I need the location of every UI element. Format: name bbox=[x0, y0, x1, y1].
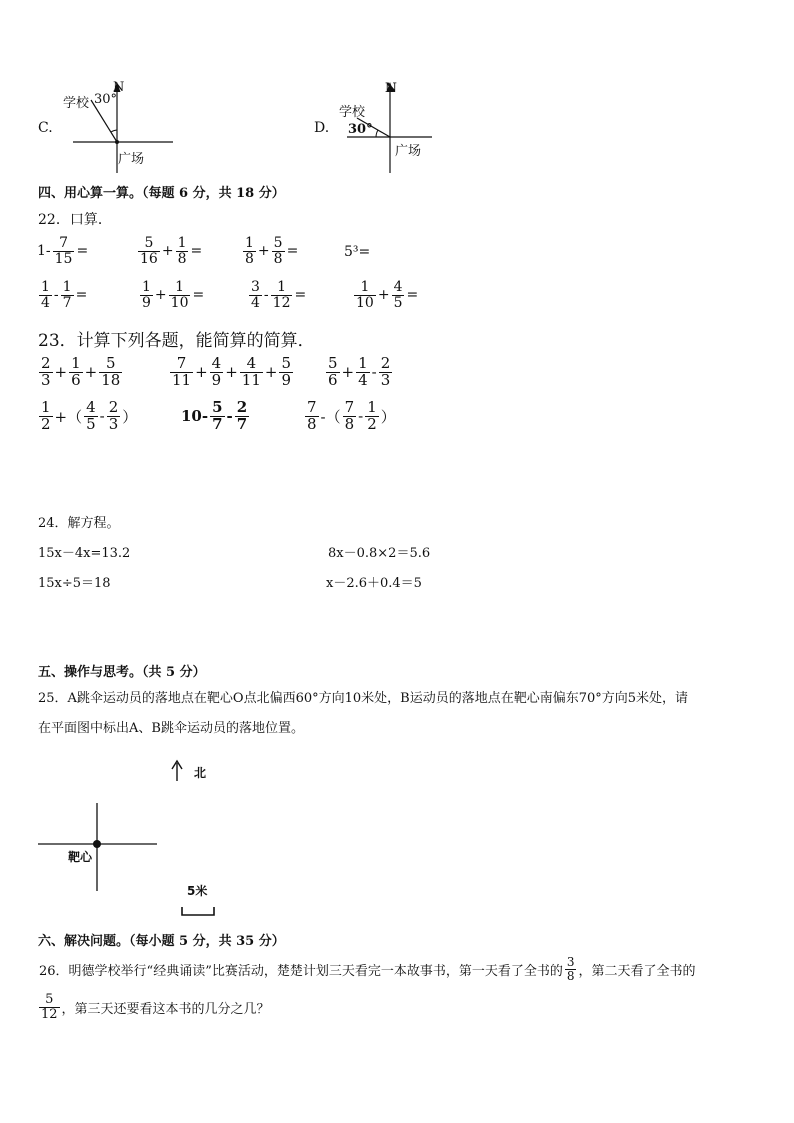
q22-title: 22．口算． bbox=[38, 212, 112, 228]
q22-item-3: $\frac{1}{8}$ + $\frac{5}{8}$ = bbox=[245, 235, 299, 267]
q23-title: 23．计算下列各题，能简算的简算． bbox=[38, 331, 315, 351]
option-c-angle: 30° bbox=[94, 92, 118, 107]
q26-line-1: 26．明德学校举行“经典诵读”比赛活动，楚楚计划三天看完一本故事书，第一天看了全书的 $\frac{3}{8}$ ，第二天看了全书的 bbox=[39, 955, 696, 983]
q25-line-1: 25．A跳伞运动员的落地点在靶心O点北偏西60°方向10米处，B运动员的落地点在靶心南偏东70°方向5米处，请 bbox=[38, 691, 689, 706]
q22-item-6: $\frac{1}{9}$ + $\frac{1}{10}$ = bbox=[142, 279, 205, 311]
q24-eq-3: 15x÷5＝18 bbox=[38, 576, 111, 591]
q23-expr-6: $\frac{7}{8}$ -（ $\frac{7}{8}$ - $\frac{1}{2}$ ） bbox=[307, 398, 396, 433]
option-d-square: 广场 bbox=[395, 144, 422, 159]
q23-expr-3: $\frac{5}{6}$ + $\frac{1}{4}$ - $\frac{2}{3}$ bbox=[328, 354, 391, 389]
option-d-north: N bbox=[385, 81, 397, 96]
q23-expr-2: $\frac{7}{11}$ + $\frac{4}{9}$ + $\frac{4}{11}$ + $\frac{5}{9}$ bbox=[172, 354, 292, 389]
q25-center-label: 靶心 bbox=[68, 850, 93, 864]
option-d-label: D. bbox=[314, 120, 330, 136]
q23-expr-5: 10- $\frac{5}{7}$ - $\frac{2}{7}$ bbox=[181, 398, 248, 433]
q25-scale-label: 5米 bbox=[187, 884, 208, 898]
q22-item-4: 5³= bbox=[344, 244, 371, 260]
q24-eq-1: 15x－4x=13.2 bbox=[38, 546, 131, 561]
q22-item-5: $\frac{1}{4}$ - $\frac{1}{7}$ = bbox=[41, 279, 88, 311]
option-c-north: N bbox=[113, 80, 125, 95]
option-c-square: 广场 bbox=[118, 152, 145, 167]
scale-bar bbox=[182, 907, 214, 915]
target-center-dot bbox=[93, 840, 101, 848]
q24-eq-2: 8x－0.8×2＝5.6 bbox=[328, 546, 431, 561]
q23-expr-4: $\frac{1}{2}$ +（ $\frac{4}{5}$ - $\frac{2}{3}$ ） bbox=[41, 398, 138, 433]
q24-title: 24．解方程。 bbox=[38, 516, 120, 531]
q22-item-8: $\frac{1}{10}$ + $\frac{4}{5}$ = bbox=[356, 279, 419, 311]
q22-item-1: 1- $\frac{7}{15}$ = bbox=[37, 235, 89, 267]
q25-line-2: 在平面图中标出A、B跳伞运动员的落地位置。 bbox=[38, 721, 304, 736]
q26-line-2: $\frac{5}{12}$ ，第三天还要看这本书的几分之几？ bbox=[41, 992, 270, 1022]
option-d-school: 学校 bbox=[339, 105, 366, 120]
option-c-school: 学校 bbox=[63, 96, 90, 111]
q24-eq-4: x－2.6＋0.4＝5 bbox=[326, 576, 422, 591]
q25-north-label: 北 bbox=[194, 766, 207, 780]
q22-item-2: $\frac{5}{16}$ + $\frac{1}{8}$ = bbox=[140, 235, 203, 267]
option-d-angle: 30° bbox=[348, 122, 373, 137]
section-4-title: 四、用心算一算。（每题 6 分，共 18 分） bbox=[38, 186, 285, 201]
q23-expr-1: $\frac{2}{3}$ + $\frac{1}{6}$ + $\frac{5}{18}$ bbox=[41, 354, 121, 389]
option-c-label: C. bbox=[38, 120, 53, 136]
q25-diagram bbox=[30, 755, 260, 925]
section-5-title: 五、操作与思考。（共 5 分） bbox=[38, 665, 206, 680]
q22-item-7: $\frac{3}{4}$ - $\frac{1}{12}$ = bbox=[251, 279, 307, 311]
section-6-title: 六、解决问题。（每小题 5 分，共 35 分） bbox=[38, 934, 285, 949]
